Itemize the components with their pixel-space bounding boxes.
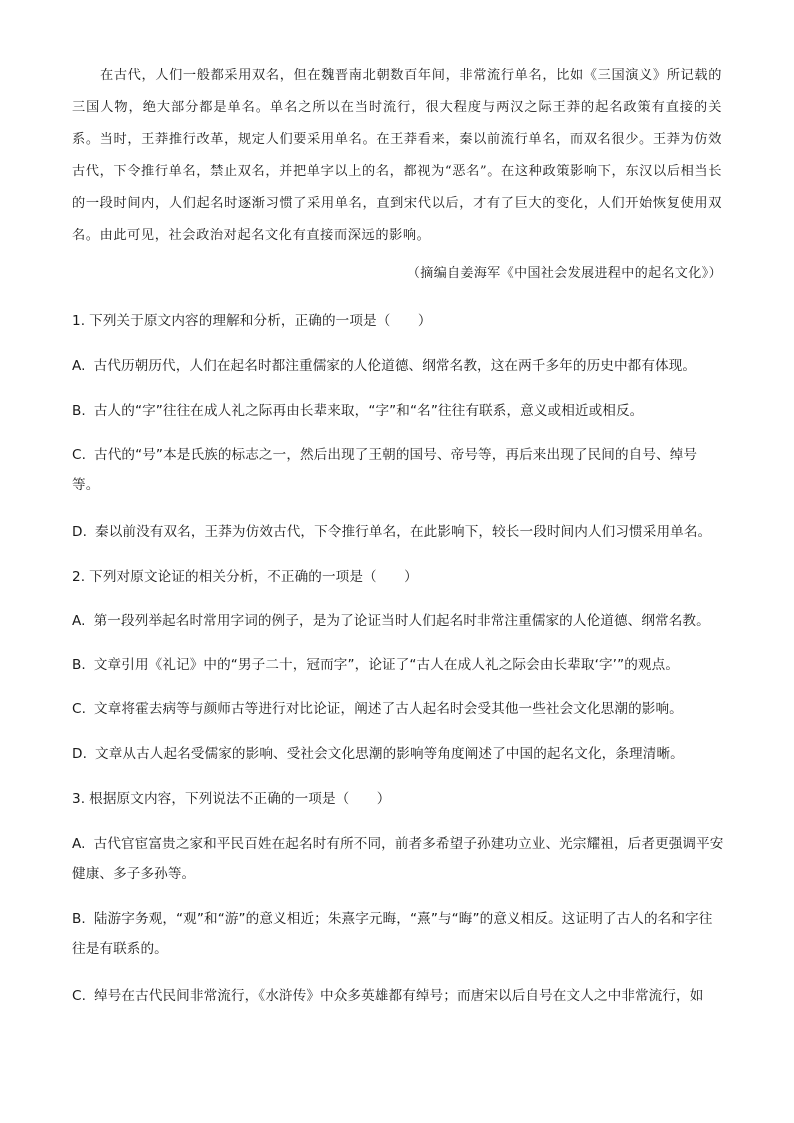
option-text: 古代历朝历代，人们在起名时都注重儒家的人伦道德、纲常名教，这在两千多年的历史中都有体现。 [93,358,697,374]
option-label: D. [72,746,87,762]
passage-source: （摘编自姜海军《中国社会发展进程中的起名文化》） [406,266,722,281]
passage [72,60,722,252]
question-1-stem [72,306,724,336]
passage-paragraph: 在古代，人们一般都采用双名，但在魏晋南北朝数百年间，非常流行单名，比如《三国演义》所记载的三国人物，绝大部分都是单名。单名之所以在当时流行，很大程度与两汉之际王莽的起名政策有直接的关系。当时，王莽推行改革，规定人们要采用单名。在王莽看来，秦以前流行单名，而双名很少。王莽为仿效古代，下令推行单名，禁止双名，并把单字以上的名，都视为“恶名”。在这种政策影响下，东汉以后相当长的一段时间内，人们起名时逐渐习惯了采用单名，直到宋代以后，才有了巨大的变化，人们开始恢复使用双名。由此可见，社会政治对起名文化有直接而深远的影响。 [72,68,722,243]
option-text: 文章引用《礼记》中的“男子二十，冠而字”，论证了“古人在成人礼之际会由长辈取‘字’”的观点。 [93,657,680,673]
option-label: A. [72,836,86,852]
question-number: 2. [72,569,86,585]
question-number: 3. [72,791,86,807]
question-text: 下列对原文论证的相关分析，不正确的一项是（ ） [89,569,418,585]
option-label: C. [72,988,87,1004]
option-label: D. [72,524,87,540]
question-3-option-c [72,981,724,1011]
question-1-option-a [72,351,724,381]
question-2-option-b [72,650,724,680]
option-text: 古代的“号”本是氏族的标志之一，然后出现了王朝的国号、帝号等，再后来出现了民间的自号、绰号等。 [72,447,698,493]
option-label: A. [72,358,86,374]
question-text: 根据原文内容，下列说法不正确的一项是（ ） [89,791,391,807]
option-label: B. [72,911,86,927]
option-text: 绰号在古代民间非常流行，《水浒传》中众多英雄都有绰号；而唐宋以后自号在文人之中非常流行，如 [94,988,704,1004]
question-number: 1. [72,313,86,329]
question-text: 下列关于原文内容的理解和分析，正确的一项是（ ） [89,313,432,329]
option-text: 文章将霍去病等与颜师古等进行对比论证，阐述了古人起名时会受其他一些社会文化思潮的影响。 [94,701,683,717]
option-text: 古人的“字”往往在成人礼之际再由长辈来取，“字”和“名”往往有联系，意义或相近或相反。 [93,403,644,419]
question-2-option-a [72,606,724,636]
question-2-option-d [72,739,724,769]
option-text: 文章从古人起名受儒家的影响、受社会文化思潮的影响等角度阐述了中国的起名文化，条理清晰。 [95,746,684,762]
option-text: 陆游字务观，“观”和“游”的意义相近；朱熹字元晦，“熹”与“晦”的意义相反。这证明了古人的名和字往往是有联系的。 [72,911,713,957]
option-label: B. [72,657,86,673]
question-2-stem [72,562,724,592]
question-3-option-a [72,829,724,889]
option-text: 古代官宦富贵之家和平民百姓在起名时有所不同，前者多希望子孙建功立业、光宗耀祖，后者更强调平安健康、多子多孙等。 [72,836,724,882]
option-label: B. [72,403,86,419]
option-text: 第一段列举起名时常用字词的例子，是为了论证当时人们起名时非常注重儒家的人伦道德、纲常名教。 [93,613,710,629]
question-1-option-b [72,396,724,426]
option-label: C. [72,447,87,463]
option-text: 秦以前没有双名，王莽为仿效古代，下令推行单名，在此影响下，较长一段时间内人们习惯采用单名。 [95,524,712,540]
question-2-option-c [72,694,724,724]
question-1-option-d [72,517,724,547]
question-3-option-b [72,904,724,964]
option-label: A. [72,613,86,629]
question-1-option-c [72,440,724,500]
option-label: C. [72,701,87,717]
question-3-stem [72,784,724,814]
